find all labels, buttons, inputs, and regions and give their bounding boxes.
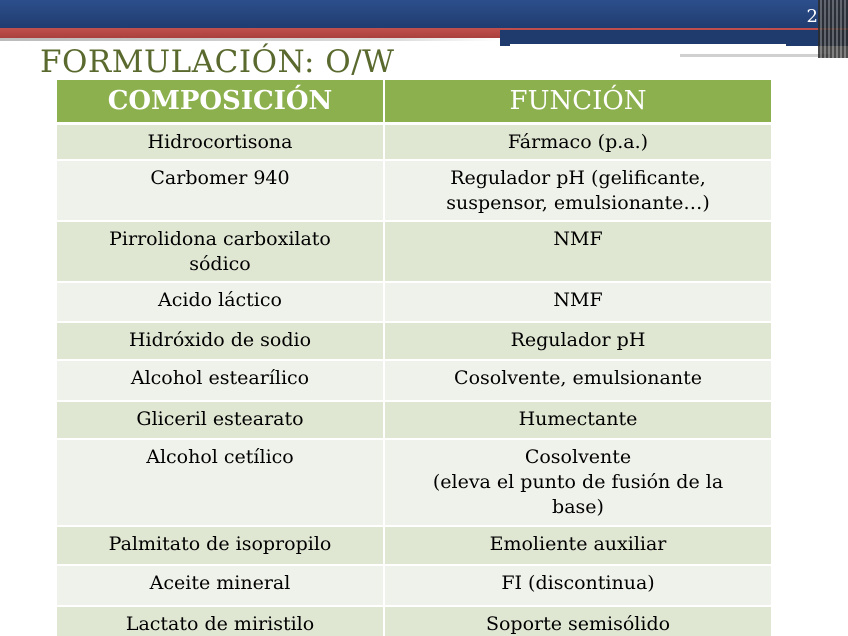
cell-composicion: Hidróxido de sodio	[57, 322, 384, 360]
cell-composicion: Acido láctico	[57, 282, 384, 322]
cell-composicion: Aceite mineral	[57, 565, 384, 606]
header-band-blue	[0, 0, 848, 30]
cell-composicion: Alcohol cetílico	[57, 439, 384, 526]
cell-composicion: Pirrolidona carboxilato sódico	[57, 221, 384, 282]
cell-funcion: Humectante	[384, 401, 771, 439]
cell-funcion: NMF	[384, 282, 771, 322]
cell-funcion: Fármaco (p.a.)	[384, 124, 771, 161]
cell-composicion: Lactato de miristilo	[57, 606, 384, 636]
cell-funcion: Soporte semisólido	[384, 606, 771, 636]
page-number: 2	[806, 6, 818, 27]
cell-composicion: Alcohol estearílico	[57, 360, 384, 401]
cell-funcion: NMF	[384, 221, 771, 282]
table-row	[57, 565, 771, 606]
table-row	[57, 221, 771, 282]
header-white-stripe	[510, 44, 786, 47]
header-grey-stripe	[680, 54, 830, 57]
cell-funcion: Cosolvente, emulsionante	[384, 360, 771, 401]
table-row	[57, 401, 771, 439]
cell-composicion: Hidrocortisona	[57, 124, 384, 161]
cell-composicion: Gliceril estearato	[57, 401, 384, 439]
cell-composicion: Carbomer 940	[57, 160, 384, 221]
table-row	[57, 282, 771, 322]
cell-funcion: FI (discontinua)	[384, 565, 771, 606]
header-band-shadow	[0, 38, 500, 41]
table-header-row	[57, 80, 771, 124]
table-row	[57, 124, 771, 161]
table-row	[57, 322, 771, 360]
table-row	[57, 606, 771, 636]
cell-composicion: Palmitato de isopropilo	[57, 526, 384, 565]
formulation-table-wrapper	[57, 80, 771, 636]
cell-funcion: Regulador pH	[384, 322, 771, 360]
table-row	[57, 526, 771, 565]
slide-title: FORMULACIÓN: O/W	[40, 44, 395, 80]
table-row	[57, 439, 771, 526]
table-row	[57, 360, 771, 401]
cell-funcion: Cosolvente (eleva el punto de fusión de la base)	[384, 439, 771, 526]
table-row	[57, 160, 771, 221]
header-right-bars	[818, 0, 848, 58]
header-funcion: FUNCIÓN	[384, 80, 771, 124]
header-composicion: COMPOSICIÓN	[57, 80, 384, 124]
formulation-table	[57, 80, 771, 636]
cell-funcion: Regulador pH (gelificante, suspensor, emulsionante…)	[384, 160, 771, 221]
cell-funcion: Emoliente auxiliar	[384, 526, 771, 565]
